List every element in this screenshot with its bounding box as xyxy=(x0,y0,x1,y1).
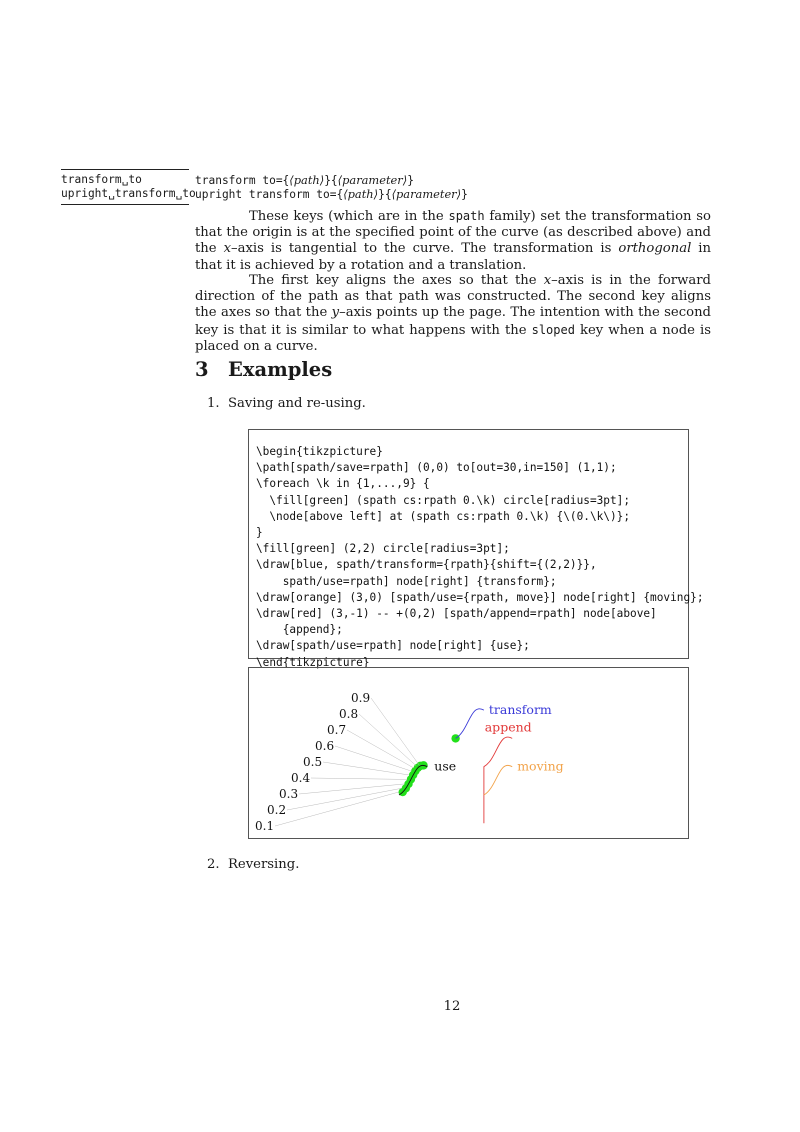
key-def-text: upright transform to={ xyxy=(195,188,344,201)
list-item xyxy=(207,857,299,872)
code-line: \draw[spath/use=rpath] node[right] {use}; xyxy=(256,639,530,653)
emphasis: orthogonal xyxy=(618,241,692,257)
point-label-4: 0.4 xyxy=(291,771,311,785)
text: family) set the transformation so that the origin is at the specified point of the curve (as described above) and the xyxy=(195,209,711,257)
code-line: \node[above left] at (spath cs:rpath 0.\k) {\(0.\k\)}; xyxy=(256,509,631,523)
section-title: Examples xyxy=(228,358,333,381)
append-path xyxy=(484,737,512,823)
point-label-8: 0.8 xyxy=(339,707,359,721)
figure-box xyxy=(248,667,689,839)
code-line: {append}; xyxy=(256,623,343,637)
inline-code: sloped xyxy=(531,322,575,337)
text: –axis points up the page. The intention with the second key is that it is similar to what happens with the xyxy=(195,305,712,338)
code-line: \draw[blue, spath/transform={rpath}{shift={(2,2)}}, xyxy=(256,558,597,572)
key-name-transform-to: transform␣to xyxy=(61,173,142,186)
key-name-upright-transform-to: upright␣transform␣to xyxy=(61,187,196,200)
point-label-leader-7 xyxy=(347,730,414,768)
description-paragraph-1 xyxy=(195,208,711,274)
text: key when a node is placed on a curve. xyxy=(195,322,711,354)
append-label: append xyxy=(484,719,532,735)
code-line: \draw[orange] (3,0) [spath/use={rpath, move}] node[right] {moving}; xyxy=(256,590,704,604)
point-label-leader-4 xyxy=(311,778,407,779)
moving-path xyxy=(484,765,512,795)
list-item-label: Saving and re-using. xyxy=(228,396,366,411)
code-line: } xyxy=(256,526,263,540)
key-def-text: transform to={ xyxy=(195,174,290,187)
code-line: spath/use=rpath] node[right] {transform}; xyxy=(256,574,557,588)
point-label-9: 0.9 xyxy=(351,691,371,705)
key-def-transform-to xyxy=(195,173,414,187)
inline-code: spath xyxy=(448,209,485,223)
key-def-arg-path: ⟨path⟩ xyxy=(289,173,325,187)
text: in that it is achieved by a rotation and a translation. xyxy=(195,241,711,273)
point-label-6: 0.6 xyxy=(315,739,335,753)
point-label-5: 0.5 xyxy=(303,755,323,769)
point-label-1: 0.1 xyxy=(255,819,275,833)
list-item-number: 2. xyxy=(207,857,220,872)
moving-label: moving xyxy=(517,758,564,774)
point-label-leader-5 xyxy=(323,762,409,775)
math-x: x xyxy=(543,273,552,288)
text: –axis is tangential to the curve. The transformation is xyxy=(231,241,619,257)
math-y: y xyxy=(331,305,340,321)
code-line: \fill[green] (spath cs:rpath 0.\k) circle[radius=3pt]; xyxy=(256,493,631,507)
point-label-7: 0.7 xyxy=(327,723,347,737)
code-line: \draw[red] (3,-1) -- +(0,2) [spath/append=rpath] node[above] xyxy=(256,607,657,621)
list-item-number: 1. xyxy=(207,396,220,411)
code-line: \fill[green] (2,2) circle[radius=3pt]; xyxy=(256,542,510,556)
text: These keys (which are in the xyxy=(249,209,449,224)
code-line: \path[spath/save=rpath] (0,0) to[out=30,in=150] (1,1); xyxy=(256,461,617,475)
point-label-leader-3 xyxy=(299,784,404,794)
key-def-text: }{ xyxy=(324,174,338,187)
list-item xyxy=(207,396,366,411)
code-line: \foreach \k in {1,...,9} { xyxy=(256,477,430,491)
code-line: \begin{tikzpicture} xyxy=(256,445,383,458)
top-rule xyxy=(61,169,189,170)
point-label-2: 0.2 xyxy=(267,803,287,817)
math-x: x xyxy=(223,241,232,257)
page-number: 12 xyxy=(443,999,461,1014)
text: The first key aligns the axes so that the xyxy=(249,273,544,288)
code-line: \end{tikzpicture} xyxy=(256,655,370,669)
code-listing xyxy=(256,444,704,671)
transform-label: transform xyxy=(488,702,552,718)
key-def-arg-parameter: ⟨parameter⟩ xyxy=(337,173,408,187)
description-paragraph-2 xyxy=(195,273,711,355)
point-label-3: 0.3 xyxy=(279,787,299,801)
tikz-figure xyxy=(249,668,690,840)
text: –axis is in the forward direction of the path as that path was constructed. The second key aligns the axes so that the xyxy=(195,273,711,321)
key-def-arg-parameter: ⟨parameter⟩ xyxy=(391,187,462,201)
key-def-upright-transform-to xyxy=(195,187,468,201)
transform-path xyxy=(456,709,484,739)
list-item-label: Reversing. xyxy=(228,857,300,872)
key-def-arg-path: ⟨path⟩ xyxy=(343,187,379,201)
key-def-text: } xyxy=(461,188,468,201)
code-listing-box xyxy=(248,429,704,669)
key-def-text: } xyxy=(407,174,414,187)
key-def-text: }{ xyxy=(378,188,392,201)
point-label-leader-6 xyxy=(335,746,411,771)
section-heading xyxy=(195,358,332,381)
point-label-leader-8 xyxy=(359,714,416,766)
green-dot-transform-origin xyxy=(451,734,459,742)
section-number: 3 xyxy=(195,358,209,381)
use-label: use xyxy=(434,758,457,774)
bottom-rule xyxy=(61,204,189,205)
